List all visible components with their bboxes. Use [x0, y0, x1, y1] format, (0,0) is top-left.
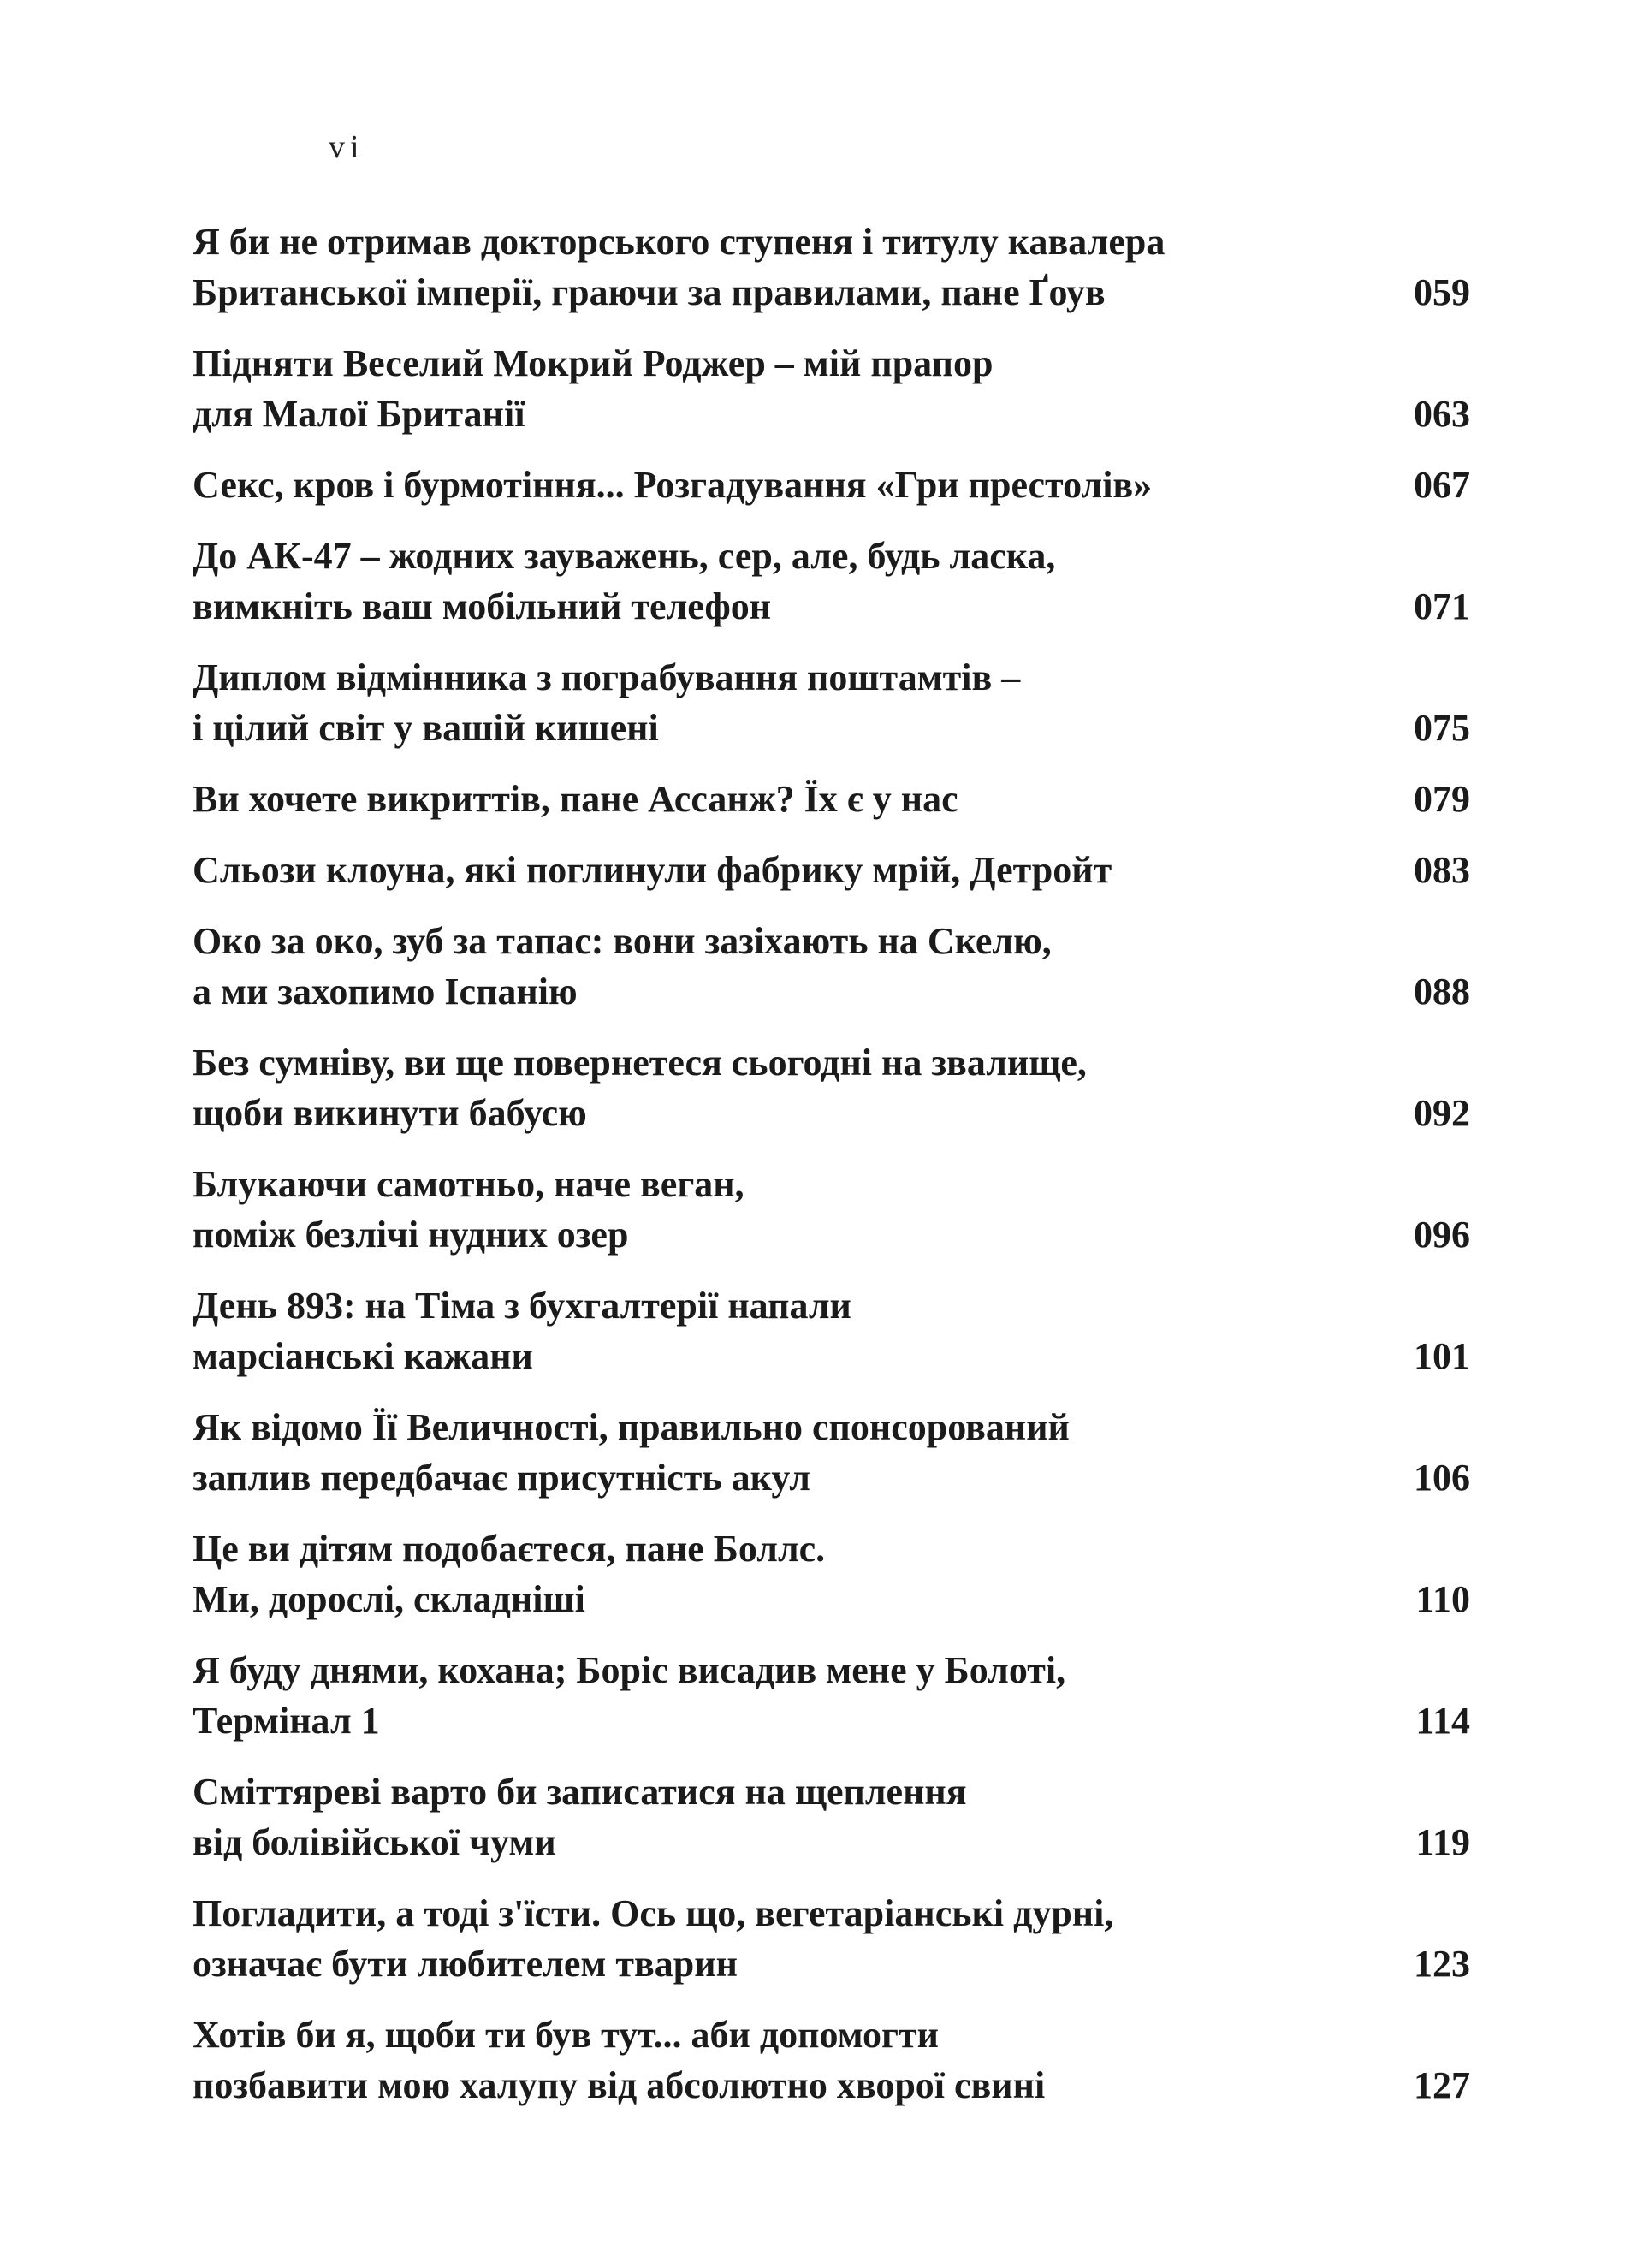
toc-entry-title-line: вимкніть ваш мобільний телефон — [193, 585, 772, 627]
toc-entry — [193, 916, 1470, 1017]
toc-entry-page-number: 067 — [1414, 464, 1470, 506]
toc-entry-title-line: Погладити, а тоді з'їсти. Ось що, вегетаріанські дурні, — [193, 1892, 1114, 1934]
toc-entry-title-line: щоби викинути бабусю — [193, 1092, 587, 1134]
toc-entry-title-line: від болівійської чуми — [193, 1821, 556, 1863]
toc-entry-page-number: 075 — [1414, 707, 1470, 749]
toc-entry-page-number: 071 — [1414, 585, 1470, 627]
toc-entry — [193, 774, 1470, 824]
toc-entry-page-number: 101 — [1414, 1335, 1470, 1377]
toc-entry-title-line: і цілий світ у вашій кишені — [193, 707, 659, 749]
toc-entry-title-line: позбавити мою халупу від абсолютно хворої свині — [193, 2064, 1046, 2106]
toc-entry-title-line: Хотів би я, щоби ти був тут... аби допомогти — [193, 2014, 939, 2056]
toc-entry-page-number: 127 — [1414, 2064, 1470, 2106]
toc-entry-title-line: До АК-47 – жодних зауважень, сер, але, будь ласка, — [193, 535, 1056, 577]
toc-entry-title — [193, 1888, 1305, 1989]
toc-entry-title-line: День 893: на Тіма з бухгалтерії напали — [193, 1285, 851, 1327]
toc-entry-page-number: 088 — [1414, 971, 1470, 1012]
toc-entry-title — [193, 1037, 1305, 1138]
toc-entry-title-line: марсіанські кажани — [193, 1335, 533, 1377]
toc-entry — [193, 845, 1470, 895]
toc-entry-title-line: а ми захопимо Іспанію — [193, 971, 578, 1012]
toc-entry-title — [193, 1280, 1305, 1381]
toc-entry-title — [193, 1159, 1305, 1260]
toc-entry-title-line: Як відомо Її Величності, правильно спонсорований — [193, 1406, 1070, 1448]
toc-entry-title-line: Сльози клоуна, які поглинули фабрику мрій, Детройт — [193, 849, 1112, 891]
toc-entry-title — [193, 1523, 1305, 1624]
page-folio: vi — [329, 129, 365, 165]
toc-entry-page-number: 106 — [1414, 1457, 1470, 1499]
toc-entry — [193, 1159, 1470, 1260]
toc-entry-title — [193, 1402, 1305, 1503]
toc-entry — [193, 217, 1470, 318]
toc-entry — [193, 1645, 1470, 1746]
toc-entry-title — [193, 338, 1305, 439]
toc-entry-page-number: 063 — [1414, 393, 1470, 435]
table-of-contents — [193, 217, 1470, 2131]
toc-entry-title-line: Сміттяреві варто би записатися на щеплення — [193, 1771, 967, 1813]
toc-entry-title — [193, 774, 1305, 824]
toc-entry-title-line: поміж безлічі нудних озер — [193, 1214, 629, 1256]
toc-entry-page-number: 096 — [1414, 1214, 1470, 1256]
toc-entry-title — [193, 1645, 1305, 1746]
toc-entry-title-line: Термінал 1 — [193, 1700, 380, 1742]
toc-entry — [193, 1280, 1470, 1381]
toc-entry-title-line: Блукаючи самотньо, наче веган, — [193, 1163, 744, 1205]
toc-entry-title — [193, 2010, 1305, 2111]
toc-entry-page-number: 059 — [1414, 271, 1470, 313]
toc-entry-title-line: Це ви дітям подобаєтеся, пане Боллс. — [193, 1528, 826, 1570]
toc-entry-title-line: означає бути любителем тварин — [193, 1943, 738, 1985]
toc-entry-title-line: Ви хочете викриттів, пане Ассанж? Їх є у нас — [193, 778, 958, 820]
toc-entry-title-line: Око за око, зуб за тапас: вони зазіхають на Скелю, — [193, 920, 1052, 962]
toc-entry — [193, 460, 1470, 510]
toc-entry-title-line: Я би не отримав докторського ступеня і титулу кавалера — [193, 221, 1166, 263]
toc-entry — [193, 1523, 1470, 1624]
toc-entry-title — [193, 652, 1305, 753]
toc-entry-page-number: 114 — [1415, 1700, 1470, 1742]
toc-entry-page-number: 083 — [1414, 849, 1470, 891]
toc-entry-title-line: Секс, кров і бурмотіння... Розгадування «Гри престолів» — [193, 464, 1153, 506]
toc-entry — [193, 2010, 1470, 2111]
toc-entry-title-line: Ми, дорослі, складніші — [193, 1578, 585, 1620]
toc-entry-title — [193, 531, 1305, 632]
toc-entry-page-number: 092 — [1414, 1092, 1470, 1134]
toc-entry-title — [193, 845, 1305, 895]
toc-entry — [193, 1037, 1470, 1138]
toc-entry-page-number: 110 — [1415, 1578, 1470, 1620]
toc-entry-title-line: Підняти Веселий Мокрий Роджер – мій прапор — [193, 342, 994, 384]
toc-entry-title — [193, 217, 1305, 318]
toc-entry-title — [193, 460, 1305, 510]
toc-entry — [193, 1888, 1470, 1989]
toc-entry — [193, 652, 1470, 753]
toc-entry-title-line: Я буду днями, кохана; Боріс висадив мене у Болоті, — [193, 1649, 1066, 1691]
toc-entry-title-line: заплив передбачає присутність акул — [193, 1457, 810, 1499]
toc-entry-title — [193, 1766, 1305, 1867]
toc-entry — [193, 1766, 1470, 1867]
toc-entry-title — [193, 916, 1305, 1017]
toc-entry-title-line: Без сумніву, ви ще повернетеся сьогодні на звалище, — [193, 1042, 1087, 1084]
toc-entry-page-number: 123 — [1414, 1943, 1470, 1985]
toc-entry-page-number: 079 — [1414, 778, 1470, 820]
toc-entry-title-line: Диплом відмінника з пограбування поштамтів – — [193, 656, 1021, 698]
toc-entry — [193, 531, 1470, 632]
toc-entry-title-line: для Малої Британії — [193, 393, 525, 435]
toc-entry-title-line: Британської імперії, граючи за правилами, пане Ґоув — [193, 271, 1106, 313]
toc-entry-page-number: 119 — [1415, 1821, 1470, 1863]
toc-entry — [193, 338, 1470, 439]
toc-entry — [193, 1402, 1470, 1503]
